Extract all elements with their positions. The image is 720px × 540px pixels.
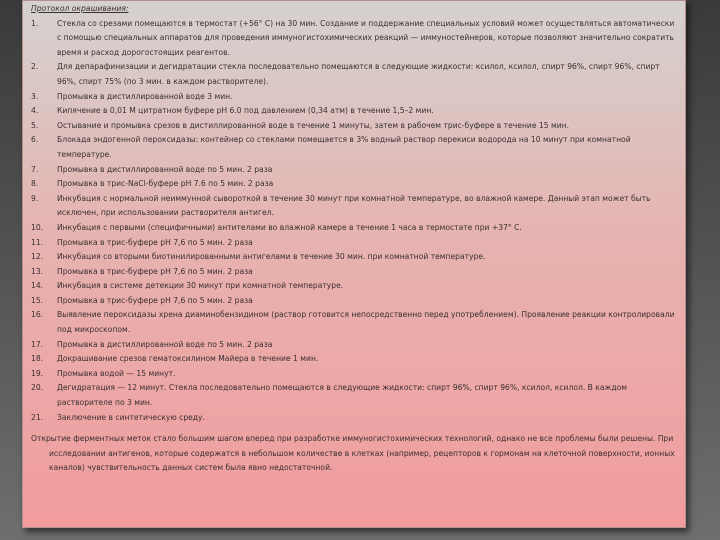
protocol-step [31,352,677,367]
step-number: 1. [31,18,39,28]
step-text: Заключение в синтетическую среду. [57,412,205,422]
step-text: Докрашивание срезов гематоксилином Майера в течение 1 мин. [57,354,319,364]
protocol-step [31,177,677,192]
step-text: Промывка в трис-буфере pH 7,6 по 5 мин. 2 раза [57,266,253,276]
step-number: 5. [31,120,39,130]
protocol-step [31,381,677,410]
step-number: 17. [31,339,44,349]
step-text: Для депарафинизации и дегидратации стекла последовательно помещаются в следующие жидкости: ксилол, ксилол, спирт 96%, спирт 96%, спирт 96%, спирт 75% (по 3 мин. в каждом растворителе). [57,62,660,86]
protocol-step [31,265,677,280]
step-text: Инкубация с первыми (специфичными) антителами во влажной камере в течение 1 часа в термостате при +37° С. [57,222,522,232]
step-number: 13. [31,266,44,276]
protocol-step [31,90,677,105]
protocol-step [31,221,677,236]
step-text: Инкубация с нормальной неиммунной сывороткой в течение 30 минут при комнатной температуре, во влажной камере. Данный этап может быть исключен, при использовании растворителя антигел. [57,193,651,218]
step-number: 11. [31,237,44,247]
slide-content [31,2,677,476]
step-number: 6. [31,135,39,145]
step-number: 9. [31,193,39,203]
protocol-title: Протокол окрашивания: [31,4,129,13]
step-number: 7. [31,164,39,174]
step-number: 4. [31,106,39,116]
protocol-step [31,279,677,294]
protocol-step [31,250,677,265]
step-text: Промывка в дистиллированной воде по 5 мин. 2 раза [57,164,273,174]
step-number: 8. [31,179,39,189]
step-text: Промывка в трис-буфере pH 7,6 по 5 мин. 2 раза [57,295,253,305]
step-text: Инкубация со вторыми биотинилированными антигелами в течение 30 мин. при комнатной температуре. [57,252,486,262]
step-number: 16. [31,310,44,320]
step-number: 12. [31,252,44,262]
step-text: Дегидратация — 12 минут. Стекла последовательно помещаются в следующие жидкости: спирт 96%, спирт 96%, ксилол, ксилол. В каждом растворителе по 3 мин. [57,383,627,408]
protocol-step [31,119,677,134]
step-number: 10. [31,222,44,232]
conclusion-paragraph: Открытие ферментных меток стало большим шагом вперед при разработке иммуногистохимических технологий, однако не все проблемы были решены. При исследовании антигенов, которые содержатся в небольшом количестве в клетках (например, рецепторов к гормонам на клеточной поверхности, ионных каналов) чувствительность данных систем была явно недостаточной. [31,434,675,473]
protocol-step [31,411,677,426]
step-text: Промывка водой — 15 минут. [57,368,176,378]
protocol-steps-list [31,17,677,426]
step-number: 21. [31,412,44,422]
step-number: 18. [31,354,44,364]
protocol-step [31,338,677,353]
step-number: 2. [31,62,39,72]
step-text: Кипячение в 0,01 М цитратном буфере pH 6.0 под давлением (0,34 атм) в течение 1,5–2 мин. [57,106,434,116]
protocol-step [31,236,677,251]
protocol-step [31,308,677,337]
step-number: 14. [31,281,44,291]
step-number: 19. [31,368,44,378]
step-text: Промывка в дистиллированной воде по 5 мин. 2 раза [57,339,273,349]
step-number: 3. [31,91,39,101]
protocol-step [31,367,677,382]
step-text: Стекла со срезами помещаются в термостат (+56° С) на 30 мин. Создание и поддержание специальных условий может осуществляться автоматически с помощью специальных аппаратов для проведения иммуногистохимических реакций — иммуностейнеров, которые позволяют значительно сократить время и расход дорогостоящих реагентов. [57,18,675,57]
protocol-step [31,60,677,89]
protocol-step [31,163,677,178]
protocol-step [31,133,677,162]
step-text: Промывка в дистиллированной воде 3 мин. [57,91,233,101]
step-text: Блокада эндогенной пероксидазы: контейнер со стеклами помещается в 3% водный раствор перекиси водорода на 10 минут при комнатной температуре. [57,135,631,159]
step-text: Промывка в трис-NaCl-буфере pH 7.6 по 5 мин. 2 раза [57,179,274,189]
step-number: 20. [31,383,44,393]
step-number: 15. [31,295,44,305]
step-text: Инкубация в системе детекции 30 минут при комнатной температуре. [57,281,344,291]
slide [22,0,686,528]
protocol-step [31,192,677,221]
step-text: Выявление пероксидазы хрена диаминобензидином (раствор готовится непосредственно перед употреблением). Проявление реакции контролировали под микроскопом. [57,310,675,335]
protocol-step [31,17,677,61]
step-text: Остывание и промывка срезов в дистиллированной воде в течение 1 минуты, затем в рабочем трис-буфере в течение 15 мин. [57,120,570,130]
protocol-step [31,294,677,309]
step-text: Промывка в трис-буфере pH 7,6 по 5 мин. 2 раза [57,237,253,247]
protocol-step [31,104,677,119]
